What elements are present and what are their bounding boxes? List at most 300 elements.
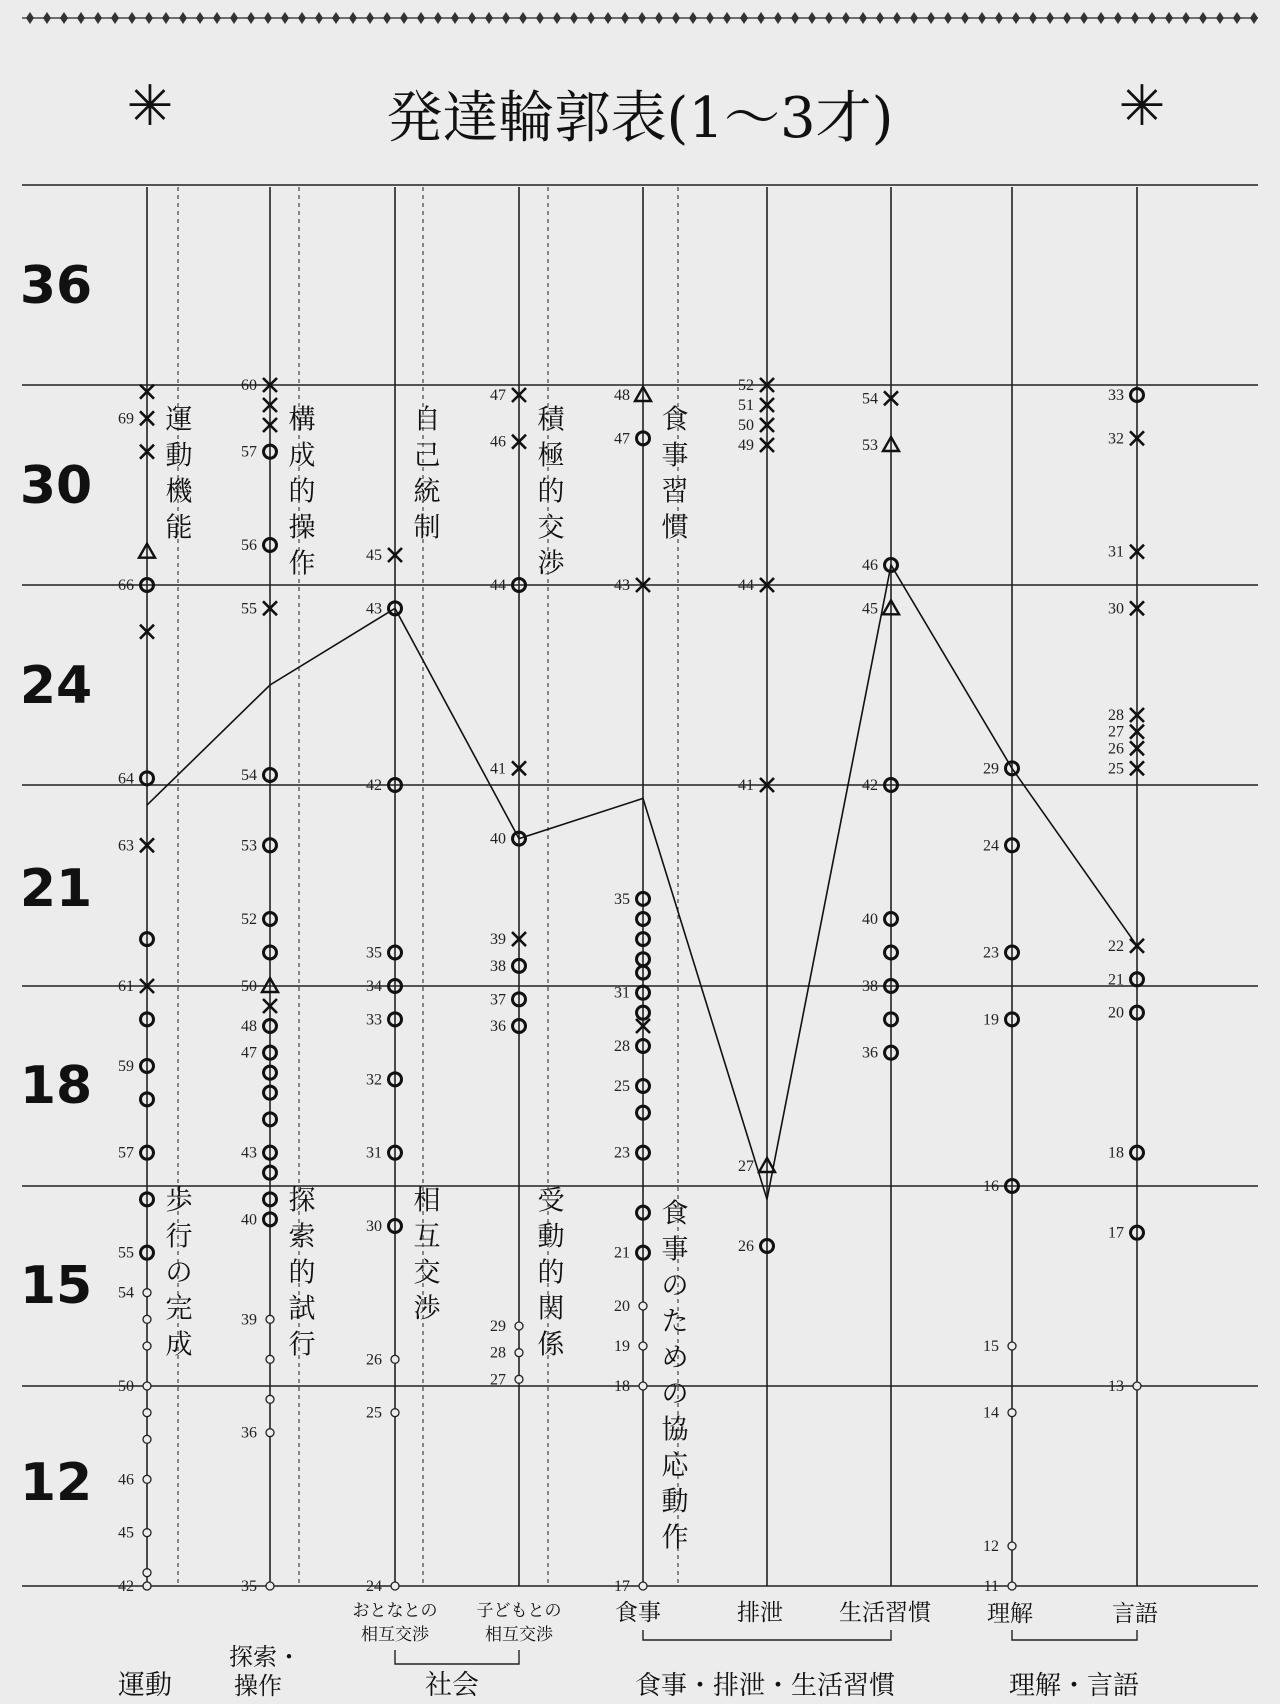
- item-mark-seikatsu: [862, 437, 899, 454]
- item-mark-shokuji: [614, 1338, 647, 1355]
- item-mark-undo: [143, 1342, 151, 1350]
- border-diamond: [1165, 12, 1173, 24]
- item-mark-otona: [366, 1218, 402, 1235]
- border-diamond: [468, 12, 476, 24]
- border-diamond: [740, 12, 748, 24]
- item-number-label: 17: [614, 1578, 630, 1595]
- header-kodomo-line1: 子どもとの: [476, 1601, 562, 1621]
- stage-label-char: 機: [165, 476, 193, 508]
- border-diamond: [77, 12, 85, 24]
- item-small-circle-mark: [639, 1382, 647, 1390]
- stage-label-char: 作: [288, 548, 316, 580]
- item-number-label: 22: [1108, 937, 1124, 955]
- item-small-circle-mark: [143, 1315, 151, 1323]
- stage-label-char: 行: [165, 1221, 193, 1253]
- border-diamond: [43, 12, 51, 24]
- border-diamond: [672, 12, 680, 24]
- item-mark-tansaku: [241, 767, 277, 784]
- item-number-label: 35: [614, 890, 630, 908]
- item-mark-undo: [118, 1471, 151, 1488]
- item-number-label: 48: [614, 387, 630, 404]
- item-mark-seikatsu: [862, 390, 898, 407]
- item-number-label: 50: [118, 1378, 134, 1395]
- item-mark-otona: [366, 1351, 399, 1368]
- border-diamond: [111, 12, 119, 24]
- item-mark-undo: [118, 1145, 154, 1162]
- item-mark-otona: [366, 945, 402, 962]
- item-mark-undo: [118, 1058, 154, 1075]
- item-small-circle-mark: [266, 1582, 274, 1590]
- age-tick-label: 36: [19, 256, 93, 316]
- border-diamond: [944, 12, 952, 24]
- item-mark-tansaku: [241, 537, 277, 554]
- item-mark-shokuji: [614, 1298, 647, 1315]
- item-mark-gengo: [1108, 430, 1144, 447]
- stage-label-char: 歩: [165, 1185, 193, 1217]
- item-small-circle-mark: [391, 1355, 399, 1363]
- item-mark-shokuji: [614, 387, 651, 404]
- age-tick-label: 15: [19, 1256, 93, 1316]
- item-mark-kodomo: [490, 1318, 523, 1335]
- age-tick-label: 18: [19, 1056, 93, 1116]
- item-number-label: 54: [862, 390, 878, 408]
- item-mark-tansaku: [241, 1311, 274, 1328]
- item-mark-shokuji: [614, 430, 650, 447]
- item-number-label: 64: [118, 770, 134, 788]
- item-number-label: 42: [118, 1578, 134, 1595]
- border-diamond: [434, 12, 442, 24]
- item-number-label: 16: [983, 1178, 999, 1195]
- item-number-label: 57: [118, 1144, 134, 1162]
- item-number-label: 60: [241, 377, 257, 394]
- item-mark-haisetsu: [738, 417, 774, 434]
- stage-label-char: の: [165, 1257, 193, 1289]
- border-diamond: [1216, 12, 1224, 24]
- stage-label: [538, 404, 567, 579]
- item-mark-tansaku: [241, 1425, 274, 1442]
- age-tick-label: 12: [19, 1453, 93, 1513]
- stage-label-char: 的: [288, 1257, 316, 1289]
- item-mark-gengo: [1108, 707, 1144, 724]
- stage-label-char: た: [661, 1306, 689, 1338]
- item-mark-haisetsu: [738, 1238, 774, 1255]
- stage-label-char: 制: [413, 512, 441, 544]
- item-number-label: 19: [614, 1338, 630, 1355]
- group-bracket: [1012, 1630, 1137, 1640]
- item-number-label: 28: [1108, 707, 1124, 724]
- item-number-label: 31: [1108, 543, 1124, 561]
- item-small-circle-mark: [639, 1302, 647, 1310]
- header-rikai: 理解: [987, 1601, 1033, 1627]
- stage-label-char: 完: [165, 1293, 193, 1325]
- item-number-label: 44: [738, 577, 754, 594]
- item-mark-gengo: [1108, 600, 1144, 617]
- item-small-circle-mark: [266, 1315, 274, 1323]
- item-number-label: 36: [241, 1424, 257, 1442]
- item-mark-gengo: [1108, 1145, 1144, 1162]
- item-number-label: 42: [366, 777, 382, 794]
- item-number-label: 31: [366, 1144, 382, 1162]
- border-diamond: [961, 12, 969, 24]
- item-small-circle-mark: [515, 1322, 523, 1330]
- item-small-circle-mark: [515, 1375, 523, 1383]
- item-mark-tansaku: [266, 1355, 274, 1363]
- item-mark-kodomo: [490, 760, 526, 777]
- item-number-label: 69: [118, 410, 134, 428]
- stage-label-char: 探: [288, 1185, 316, 1217]
- item-number-label: 19: [983, 1011, 999, 1029]
- item-number-label: 25: [366, 1404, 382, 1422]
- item-number-label: 27: [490, 1371, 506, 1389]
- stage-label-char: 慣: [661, 512, 689, 544]
- item-number-label: 26: [738, 1238, 754, 1255]
- item-small-circle-mark: [391, 1582, 399, 1590]
- stage-label-char: 渉: [413, 1293, 441, 1325]
- border-diamond: [655, 12, 663, 24]
- item-number-label: 32: [366, 1071, 382, 1089]
- item-small-circle-mark: [143, 1475, 151, 1483]
- border-diamond: [1182, 12, 1190, 24]
- item-number-label: 25: [1108, 760, 1124, 778]
- item-number-label: 25: [614, 1078, 630, 1095]
- border-diamond: [808, 12, 816, 24]
- border-diamond: [1148, 12, 1156, 24]
- item-number-label: 26: [366, 1351, 382, 1369]
- stage-label-char: 作: [661, 1522, 689, 1554]
- border-diamond: [298, 12, 306, 24]
- asterisk-mark-left: ✳: [126, 74, 174, 139]
- stage-label-char: 互: [413, 1221, 441, 1253]
- border-diamond: [247, 12, 255, 24]
- border-diamond: [1250, 12, 1258, 24]
- item-number-label: 41: [490, 760, 506, 778]
- border-diamond: [706, 12, 714, 24]
- border-diamond: [196, 12, 204, 24]
- border-diamond: [791, 12, 799, 24]
- border-diamond: [400, 12, 408, 24]
- item-mark-undo: [143, 1435, 151, 1443]
- item-mark-kodomo: [490, 387, 526, 404]
- stage-label-char: の: [661, 1378, 689, 1410]
- stage-label-char: 相: [413, 1185, 441, 1217]
- item-number-label: 11: [983, 1578, 999, 1595]
- item-mark-shokuji: [614, 1078, 650, 1095]
- item-mark-rikai: [983, 1405, 1016, 1422]
- item-mark-gengo: [1108, 760, 1144, 777]
- item-number-label: 53: [241, 837, 257, 855]
- item-number-label: 18: [614, 1378, 630, 1395]
- item-number-label: 45: [118, 1524, 134, 1542]
- border-diamond: [179, 12, 187, 24]
- stage-label-char: 運: [165, 404, 193, 436]
- stage-label-char: 事: [661, 440, 689, 472]
- age-tick-label: 21: [19, 859, 93, 919]
- item-mark-rikai: [983, 1538, 1016, 1555]
- border-diamond: [383, 12, 391, 24]
- item-number-label: 35: [241, 1578, 257, 1595]
- group-bracket: [643, 1630, 891, 1640]
- border-diamond: [451, 12, 459, 24]
- item-small-circle-mark: [143, 1435, 151, 1443]
- item-number-label: 47: [490, 387, 506, 404]
- item-mark-kodomo: [490, 931, 526, 948]
- item-mark-gengo: [1108, 740, 1144, 757]
- border-diamond: [927, 12, 935, 24]
- item-number-label: 38: [862, 978, 878, 995]
- border-diamond: [213, 12, 221, 24]
- border-diamond: [723, 12, 731, 24]
- border-diamond: [264, 12, 272, 24]
- item-number-label: 12: [983, 1538, 999, 1555]
- stage-label-char: 係: [537, 1329, 565, 1361]
- item-small-circle-mark: [266, 1395, 274, 1403]
- item-number-label: 39: [490, 931, 506, 949]
- border-diamond: [910, 12, 918, 24]
- border-diamond: [825, 12, 833, 24]
- border-diamond: [94, 12, 102, 24]
- border-diamond: [978, 12, 986, 24]
- stage-label-char: 協: [661, 1414, 689, 1446]
- border-diamond: [349, 12, 357, 24]
- header-otona-line2: 相互交渉: [361, 1625, 429, 1645]
- grid-lines: [19, 185, 1258, 1586]
- stage-label-char: の: [661, 1270, 689, 1302]
- item-small-circle-mark: [143, 1582, 151, 1590]
- item-number-label: 27: [1108, 723, 1124, 741]
- item-number-label: 14: [983, 1404, 999, 1422]
- item-mark-tansaku: [241, 1045, 277, 1062]
- item-mark-kodomo: [490, 958, 526, 975]
- item-number-label: 56: [241, 537, 257, 554]
- border-diamond: [553, 12, 561, 24]
- border-diamond: [315, 12, 323, 24]
- item-mark-haisetsu: [738, 437, 774, 454]
- item-number-label: 50: [738, 417, 754, 434]
- stage-label-char: 動: [661, 1486, 689, 1518]
- stage-label-char: 受: [537, 1185, 565, 1217]
- item-small-circle-mark: [1008, 1582, 1016, 1590]
- border-diamond: [1131, 12, 1139, 24]
- item-number-label: 28: [490, 1344, 506, 1362]
- stage-label-char: 食: [661, 404, 689, 436]
- item-mark-rikai: [983, 837, 1019, 854]
- item-number-label: 45: [366, 547, 382, 564]
- stage-label-char: 習: [661, 476, 689, 508]
- border-diamond: [604, 12, 612, 24]
- item-number-label: 28: [614, 1038, 630, 1055]
- item-number-label: 43: [614, 577, 630, 594]
- stage-label-char: 事: [661, 1234, 689, 1266]
- stage-label: [414, 404, 441, 543]
- item-mark-gengo: [1108, 1225, 1144, 1242]
- border-diamond: [842, 12, 850, 24]
- item-number-label: 20: [1108, 1004, 1124, 1022]
- item-mark-shokuji: [614, 1145, 650, 1162]
- border-diamond: [1029, 12, 1037, 24]
- border-diamond: [757, 12, 765, 24]
- item-number-label: 36: [862, 1044, 878, 1062]
- border-diamond: [60, 12, 68, 24]
- stage-label-char: 交: [413, 1257, 441, 1289]
- item-mark-otona: [366, 1145, 402, 1162]
- item-mark-undo: [118, 1245, 154, 1262]
- item-mark-otona: [366, 1071, 402, 1088]
- item-number-label: 23: [614, 1144, 630, 1162]
- item-mark-rikai: [983, 945, 1019, 962]
- item-mark-seikatsu: [862, 911, 898, 928]
- border-diamond: [570, 12, 578, 24]
- item-mark-gengo: [1108, 1005, 1144, 1022]
- item-number-label: 26: [1108, 740, 1124, 758]
- item-mark-otona: [366, 1405, 399, 1422]
- top-decorative-border: [22, 12, 1258, 24]
- stage-label: [166, 404, 194, 543]
- item-number-label: 17: [1108, 1224, 1124, 1242]
- profile-polyline: [147, 565, 1137, 1199]
- border-diamond: [876, 12, 884, 24]
- item-small-circle-mark: [143, 1289, 151, 1297]
- item-number-label: 30: [1108, 600, 1124, 618]
- border-diamond: [230, 12, 238, 24]
- border-diamond: [1012, 12, 1020, 24]
- border-diamond: [689, 12, 697, 24]
- border-diamond: [638, 12, 646, 24]
- item-number-label: 49: [738, 437, 754, 454]
- stage-label-char: 成: [165, 1329, 193, 1361]
- border-diamond: [1063, 12, 1071, 24]
- item-number-label: 29: [490, 1318, 506, 1335]
- age-tick-label: 30: [19, 456, 93, 516]
- item-number-label: 18: [1108, 1144, 1124, 1162]
- item-number-label: 37: [490, 991, 506, 1009]
- item-mark-undo: [118, 837, 154, 854]
- stage-label-char: 食: [661, 1198, 689, 1230]
- item-number-label: 63: [118, 837, 134, 855]
- item-small-circle-mark: [639, 1582, 647, 1590]
- border-diamond: [893, 12, 901, 24]
- header-shokuji: 食事: [615, 1600, 661, 1626]
- item-number-label: 59: [118, 1058, 134, 1075]
- stage-label: [289, 1185, 316, 1360]
- item-mark-undo: [143, 1409, 151, 1417]
- stage-label-char: 行: [288, 1329, 316, 1361]
- item-number-label: 46: [862, 557, 878, 574]
- stage-label: [538, 1185, 566, 1360]
- group-label-shakai: 社会: [425, 1670, 479, 1701]
- item-number-label: 29: [983, 760, 999, 778]
- item-number-label: 21: [614, 1244, 630, 1262]
- group-label-rikai-gengo: 理解・言語: [1008, 1671, 1140, 1701]
- item-number-label: 39: [241, 1311, 257, 1329]
- item-number-label: 61: [118, 978, 134, 995]
- item-number-label: 54: [241, 767, 257, 784]
- item-mark-tansaku: [241, 1018, 277, 1035]
- item-mark-undo: [118, 1525, 151, 1542]
- stage-label-char: 成: [288, 440, 316, 472]
- age-tick-label: 24: [19, 656, 93, 716]
- item-number-label: 13: [1108, 1378, 1124, 1395]
- stage-label-char: 的: [537, 1257, 565, 1289]
- item-mark-shokuji: [614, 1245, 650, 1262]
- stage-label-char: 動: [165, 440, 193, 472]
- item-mark-shokuji: [614, 985, 650, 1002]
- item-mark-gengo: [1108, 387, 1144, 404]
- item-number-label: 55: [118, 1244, 134, 1262]
- profile-line: [147, 565, 1137, 1199]
- item-small-circle-mark: [266, 1355, 274, 1363]
- header-seikatsu: 生活習慣: [839, 1600, 931, 1626]
- item-mark-tansaku: [241, 911, 277, 928]
- item-number-label: 32: [1108, 430, 1124, 448]
- item-small-circle-mark: [515, 1349, 523, 1357]
- stage-label-char: 自: [413, 404, 441, 436]
- stage-label: [289, 404, 316, 579]
- border-diamond: [774, 12, 782, 24]
- item-mark-otona: [366, 547, 402, 564]
- item-mark-kodomo: [490, 1018, 526, 1035]
- item-mark-tansaku: [241, 1145, 277, 1162]
- item-number-label: 27: [738, 1158, 754, 1175]
- border-diamond: [128, 12, 136, 24]
- item-number-label: 33: [366, 1011, 382, 1029]
- item-number-label: 40: [862, 911, 878, 928]
- asterisk-mark-right: ✳: [1118, 74, 1166, 139]
- item-number-label: 48: [241, 1018, 257, 1035]
- stage-label-char: 動: [537, 1221, 565, 1253]
- header-otona-line1: おとなとの: [352, 1601, 438, 1621]
- item-mark-rikai: [983, 1011, 1019, 1028]
- item-number-label: 42: [862, 777, 878, 794]
- stage-label-char: 統: [413, 476, 441, 508]
- item-number-label: 44: [490, 577, 506, 594]
- border-diamond: [417, 12, 425, 24]
- item-mark-tansaku: [241, 600, 277, 617]
- item-small-circle-mark: [143, 1342, 151, 1350]
- item-number-label: 47: [614, 430, 630, 448]
- item-number-label: 38: [490, 957, 506, 975]
- item-small-circle-mark: [1133, 1382, 1141, 1390]
- item-mark-kodomo: [490, 434, 526, 451]
- item-mark-undo: [118, 1285, 151, 1302]
- item-number-label: 40: [490, 830, 506, 848]
- item-small-circle-mark: [1008, 1409, 1016, 1417]
- stage-label-char: 的: [537, 476, 565, 508]
- item-number-label: 40: [241, 1211, 257, 1229]
- item-small-circle-mark: [143, 1382, 151, 1390]
- item-number-label: 52: [241, 911, 257, 928]
- item-number-label: 23: [983, 944, 999, 962]
- item-small-circle-mark: [143, 1409, 151, 1417]
- item-number-label: 15: [983, 1338, 999, 1355]
- border-diamond: [281, 12, 289, 24]
- item-mark-otona: [366, 1011, 402, 1028]
- column-headers: [118, 1600, 1158, 1701]
- border-diamond: [1097, 12, 1105, 24]
- item-mark-kodomo: [490, 991, 526, 1008]
- item-mark-shokuji: [614, 891, 650, 908]
- group-label-undo: 運動: [118, 1670, 172, 1701]
- item-number-label: 47: [241, 1044, 257, 1062]
- stage-label-char: 能: [165, 512, 193, 544]
- border-diamond: [621, 12, 629, 24]
- item-small-circle-mark: [266, 1429, 274, 1437]
- group-bracket: [395, 1650, 519, 1664]
- item-mark-undo: [143, 1315, 151, 1323]
- item-number-label: 50: [241, 978, 257, 995]
- item-mark-seikatsu: [862, 1045, 898, 1062]
- item-mark-rikai: [983, 1338, 1016, 1355]
- border-diamond: [1233, 12, 1241, 24]
